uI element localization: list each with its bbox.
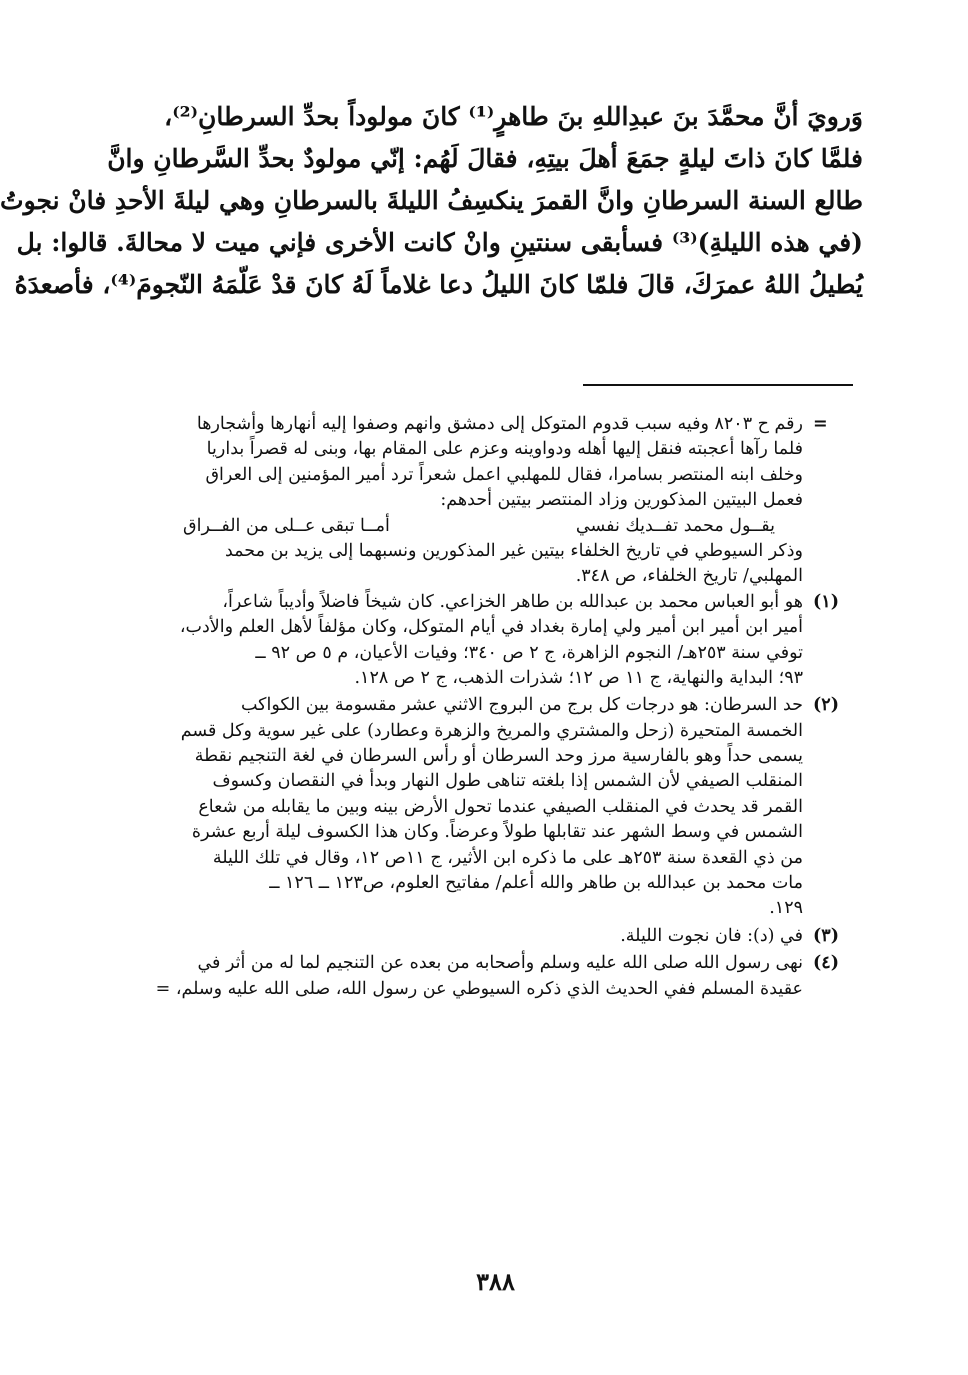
- footnote-2: [123, 693, 845, 922]
- poem-second-hemistich: أمــا تبقى عــلى من الفــراق: [183, 515, 390, 536]
- footnote-line: الشمس في وسط الشهر عند تقابلها طولاً وعرضاً. وكان هذا الكسوف ليلة أربع عشرة: [191, 822, 803, 843]
- main-text-line: طالع السنة السرطانِ وانَّ القمرَ ينكسِفُ الليلةَ بالسرطانِ وهي ليلةَ الأحدِ فانْ نجوتُ: [0, 186, 863, 215]
- footnote-line: المهلبي/ تاريخ الخلفاء، ص ٣٤٨.: [575, 566, 803, 587]
- continuation-marker: =: [813, 414, 828, 434]
- footnote-line: مات محمد بن عبدالله بن طاهر والله أعلم/ مفاتيح العلوم، ص١٢٣ ــ ١٢٦ ــ: [269, 873, 803, 894]
- footnote-marker: (٣): [813, 925, 839, 946]
- page-number: ٣٨٨: [476, 1267, 515, 1296]
- footnote-line: القمر قد يحدث في المنقلب الصيفي عندما تحول الأرض بينه وبين ما يقابله من شعاع: [198, 796, 803, 817]
- main-text-line: (في هذه الليلةِ)⁽³⁾ فسأبقى سنتينِ وانْ كانت الأخرى فإني ميت لا محالةَ. قالوا: بل: [16, 228, 863, 257]
- footnote-line: المنقلب الصيفي لأن الشمس إذا بلغته تناهى طول النهار وبدأ في النقصان وكسوف: [212, 771, 803, 792]
- footnote-line: فلما رآها أعجبته فنقل إليها أهله ودواوينه وعزم على المقام بها، وبنى له قصراً بداريا: [206, 439, 803, 460]
- poem-first-hemistich: يقــول محمد تفــديك نفسي: [575, 515, 775, 536]
- footnote-line: توفي سنة ٢٥٣هـ/ النجوم الزاهرة، ج ٢ ص ٣٤٠؛ وفيات الأعيان، م ٥ ص ٩٢ ــ: [255, 642, 803, 663]
- footnote-line: وخلف ابنه المنتصر بسامرا، فقال للمهلبي اعمل شعراً ترد أمير المؤمنين إلى العراق: [205, 464, 803, 485]
- footnote-line: نهى رسول الله صلى الله عليه وسلم وأصحابه من بعده عن التنجيم لما له من أثر في: [197, 953, 803, 974]
- footnote-1: [123, 590, 845, 692]
- footnotes: [123, 412, 845, 1002]
- footnote-line: الخمسة المتحيرة (زحل والمشتري والمريخ والزهرة وعطارد) على غير سوية وكل قسم: [180, 720, 803, 741]
- footnote-separator: [583, 384, 853, 386]
- footnote-line: من ذي القعدة سنة ٢٥٣هـ على ما ذكره ابن الأثير، ج ١١ص ١٢، وقال في تلك الليلة: [212, 847, 803, 868]
- footnote-line: في (د): فان نجوت الليلة.: [620, 925, 803, 946]
- main-text-line: فلمَّا كانَ ذاتَ ليلةٍ جمَعَ أهلَ بيتِهِ، فقالَ لَهُم: إنّي مولودٌ بحدِّ السَّرطانِ وانَّ: [107, 144, 863, 173]
- poem-verse: [123, 514, 803, 539]
- footnote-line: ١٢٩.: [769, 898, 803, 919]
- footnote-line: وذكر السيوطي في تاريخ الخلفاء بيتين غير المذكورين ونسبهما إلى يزيد بن محمد: [225, 540, 803, 561]
- footnote-3: [123, 924, 845, 949]
- main-text: [0, 96, 863, 306]
- footnote-continuation: [123, 412, 845, 590]
- main-text-line: يُطيلُ اللهُ عمرَكَ، قالَ فلمّا كانَ الليلُ دعا غلاماً لَهُ كانَ قدْ عَلّمَهُ النّجومَ⁽⁴⁾، فأصعدَهُ: [14, 270, 863, 299]
- footnote-marker: (٤): [813, 953, 839, 974]
- footnote-4: [123, 951, 845, 1002]
- footnote-marker: (١): [813, 591, 839, 612]
- footnote-line: أمير ابن أمير ابن أمير ولي إمارة بغداد في أيام المتوكل، وكان مؤلفاً لأهل العلم والأدب،: [179, 617, 803, 638]
- footnote-marker: (٢): [813, 695, 839, 716]
- footnote-line: فعمل البيتين المذكورين وزاد المنتصر بيتين أحدهم:: [440, 490, 803, 511]
- footnote-line: يسمى حداً وهو بالفارسية مرز وحد السرطان أو رأس السرطان في لغة التنجيم نقطة: [194, 746, 803, 767]
- main-text-line: وَرويَ أنَّ محمَّدَ بنَ عبدِاللهِ بنَ طاهرٍ⁽¹⁾ كانَ مولوداً بحدِّ السرطانِ⁽²⁾،: [164, 102, 863, 131]
- footnote-line: ٩٣؛ البداية والنهاية، ج ١١ ص ١٢؛ شذرات الذهب، ج ٢ ص ١٢٨.: [354, 667, 803, 688]
- footnote-line: هو أبو العباس محمد بن عبدالله بن طاهر الخزاعي. كان شيخاً فاضلاً وأديباً شاعراً،: [222, 591, 803, 612]
- footnote-line: رقم ح ٨٢٠٣ وفيه سبب قدوم المتوكل إلى دمشق وانهم وصفوا إليه أنهارها وأشجارها: [196, 414, 803, 434]
- footnote-line: عقيدة المسلم ففي الحديث الذي ذكره السيوطي عن رسول الله، صلى الله عليه وسلم، =: [155, 978, 803, 999]
- footnote-line: حد السرطان: هو درجات كل برج من البروج الاثني عشر مقسومة بين الكواكب: [240, 695, 803, 716]
